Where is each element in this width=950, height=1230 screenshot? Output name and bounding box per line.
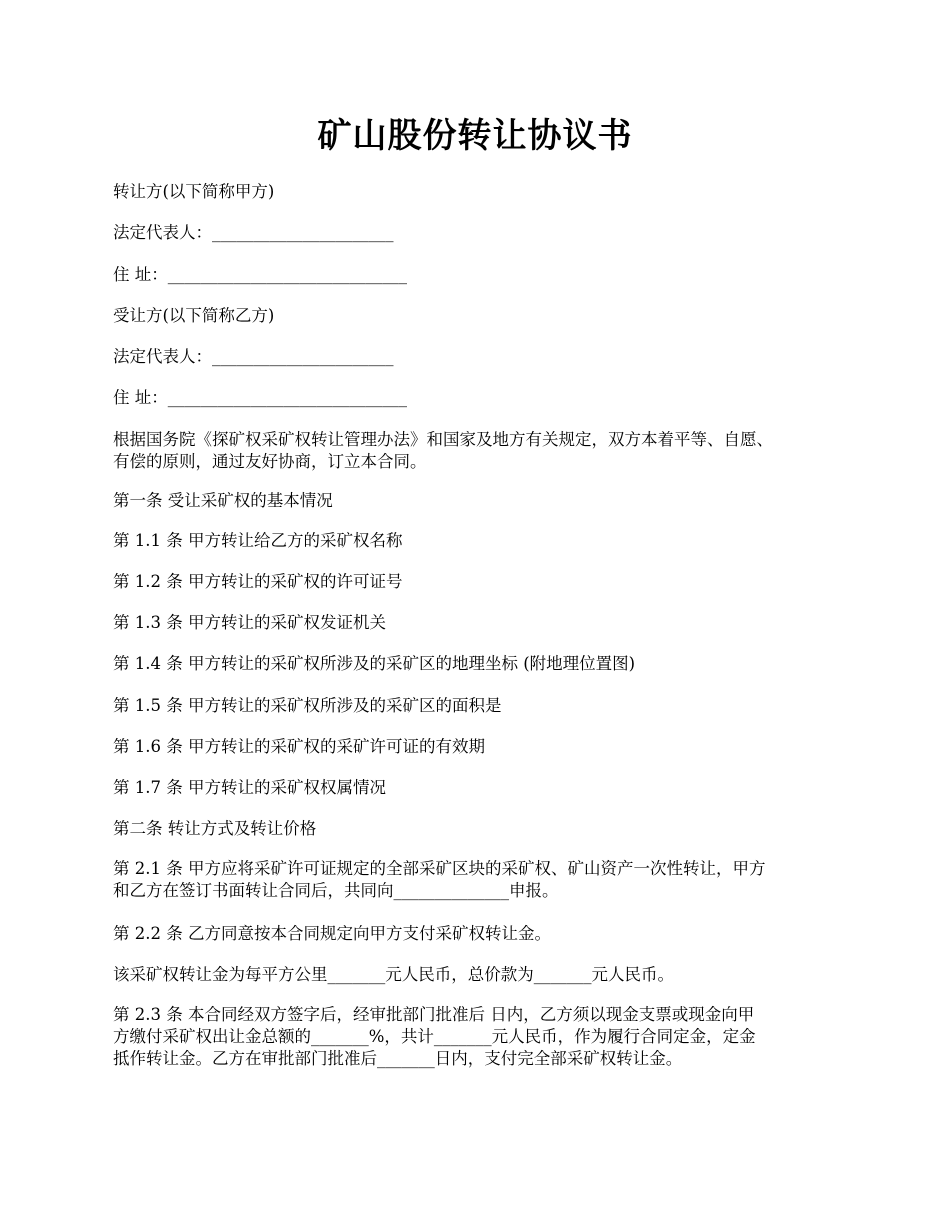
clause-2-3-line: 抵作转让金。乙方在审批部门批准后_______日内，支付完全部采矿权转让金。	[113, 1049, 683, 1068]
transferor-line: 转让方(以下简称甲方)	[113, 182, 275, 201]
article-1-heading: 第一条 受让采矿权的基本情况	[113, 491, 333, 510]
clause-1-3: 第 1.3 条 甲方转让的采矿权发证机关	[113, 613, 386, 632]
intro-line: 有偿的原则，通过友好协商，订立本合同。	[113, 452, 427, 471]
transferee-address-line: 住 址：_____________________________	[113, 388, 407, 407]
clause-1-1: 第 1.1 条 甲方转让给乙方的采矿权名称	[113, 531, 403, 550]
clause-2-3	[113, 1004, 853, 1070]
clause-2-2: 第 2.2 条 乙方同意按本合同规定向甲方支付采矿权转让金。	[113, 924, 551, 943]
intro-line: 根据国务院《探矿权采矿权转让管理办法》和国家及地方有关规定，双方本着平等、自愿、	[113, 430, 773, 449]
transferee-line: 受让方(以下简称乙方)	[113, 306, 275, 325]
transferor-address-line: 住 址：_____________________________	[113, 265, 407, 284]
clause-1-2: 第 1.2 条 甲方转让的采矿权的许可证号	[113, 572, 403, 591]
intro-paragraph	[113, 429, 853, 473]
clause-1-6: 第 1.6 条 甲方转让的采矿权的采矿许可证的有效期	[113, 737, 485, 756]
transferor-representative-line: 法定代表人：______________________	[113, 223, 394, 242]
price-line: 该采矿权转让金为每平方公里_______元人民币，总价款为_______元人民币。	[113, 965, 674, 984]
clause-2-1-line: 和乙方在签订书面转让合同后，共同向______________申报。	[113, 881, 559, 900]
clause-1-5: 第 1.5 条 甲方转让的采矿权所涉及的采矿区的面积是	[113, 696, 502, 715]
clause-2-1	[113, 858, 853, 902]
clause-2-3-line: 第 2.3 条 本合同经双方签字后，经审批部门批准后 日内，乙方须以现金支票或现金向甲	[113, 1005, 755, 1024]
clause-1-7: 第 1.7 条 甲方转让的采矿权权属情况	[113, 778, 386, 797]
transferee-representative-line: 法定代表人：______________________	[113, 347, 394, 366]
clause-2-1-line: 第 2.1 条 甲方应将采矿许可证规定的全部采矿区块的采矿权、矿山资产一次性转让，甲方	[113, 859, 766, 878]
document-title: 矿山股份转让协议书	[317, 116, 633, 156]
article-2-heading: 第二条 转让方式及转让价格	[113, 819, 317, 838]
clause-2-3-line: 方缴付采矿权出让金总额的_______%，共计_______元人民币，作为履行合同定金，定金	[113, 1027, 756, 1046]
clause-1-4: 第 1.4 条 甲方转让的采矿权所涉及的采矿区的地理坐标 (附地理位置图)	[113, 654, 636, 673]
